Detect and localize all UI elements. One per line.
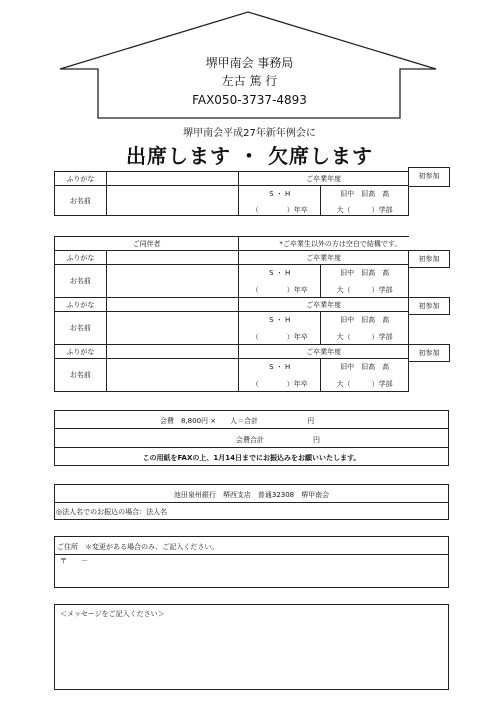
furigana-field[interactable] xyxy=(106,172,239,186)
event-name: 堺甲南会平成27年新年例会に xyxy=(183,128,316,139)
attendance-title: 出席します ・ 欠席します xyxy=(126,144,373,168)
school-options: 旧中 旧高 高 xyxy=(340,269,390,277)
grad-year-label: ご卒業年度 xyxy=(239,251,409,265)
first-time-box[interactable] xyxy=(408,167,450,187)
school-cell[interactable] xyxy=(321,186,409,216)
furigana-label: ふりがな xyxy=(55,298,107,312)
grad-year-label: ご卒業年度 xyxy=(239,172,409,186)
bank-account: 池田泉州銀行 堺西支店 普通32308 堺甲南会 xyxy=(173,491,330,499)
name-label: お名前 xyxy=(55,186,107,216)
era-options: S ・ H xyxy=(269,316,291,324)
fee-total: 会費 8,800円 × 人＝合計 円 xyxy=(160,417,315,425)
grad-year-label: ご卒業年度 xyxy=(239,298,409,312)
fax-notice: この用紙をFAXの上、1月14日までにお振込みをお願いいたします。 xyxy=(142,454,361,462)
year-field: （ ）年卒 xyxy=(251,380,308,388)
era-options: S ・ H xyxy=(269,190,291,198)
year-field: （ ）年卒 xyxy=(251,286,308,294)
school-options: 旧中 旧高 高 xyxy=(340,190,390,198)
name-label: お名前 xyxy=(55,312,107,345)
companions-header: ご同伴者 xyxy=(55,237,239,251)
school-cell[interactable] xyxy=(321,265,409,298)
univ-field: 大（ ）学部 xyxy=(336,286,393,294)
era-options: S ・ H xyxy=(269,269,291,277)
grad-era-cell[interactable] xyxy=(239,359,321,392)
companions-note: *ご卒業生以外の方は空白で結構です。 xyxy=(239,237,409,251)
grad-era-cell[interactable] xyxy=(239,265,321,298)
univ-field: 大（ ）学部 xyxy=(336,333,393,341)
first-time-label: 初参加 xyxy=(418,255,440,263)
grad-era-cell[interactable] xyxy=(239,186,321,216)
fax-number: FAX050-3737-4893 xyxy=(192,93,307,107)
name-field[interactable] xyxy=(106,265,239,298)
grad-era-cell[interactable] xyxy=(239,312,321,345)
name-field[interactable] xyxy=(106,186,239,216)
org-office: 堺甲南会 事務局 xyxy=(205,56,294,70)
attendee-form xyxy=(54,171,409,216)
first-time-box[interactable] xyxy=(408,344,450,362)
name-field[interactable] xyxy=(106,312,239,345)
furigana-field[interactable] xyxy=(106,251,239,265)
furigana-field[interactable] xyxy=(106,298,239,312)
first-time-box[interactable] xyxy=(408,297,450,315)
companions-form xyxy=(54,236,409,392)
univ-field: 大（ ）学部 xyxy=(336,380,393,388)
contact-name: 左古 篤 行 xyxy=(221,74,278,88)
name-label: お名前 xyxy=(55,359,107,392)
year-field: （ ）年卒 xyxy=(251,333,308,341)
first-time-label: 初参加 xyxy=(418,302,440,310)
first-time-box[interactable] xyxy=(408,250,450,268)
school-options: 旧中 旧高 高 xyxy=(340,316,390,324)
corporate-note: ◎法人名でのお振込の場合：法人名 xyxy=(56,508,168,516)
grad-year-label: ご卒業年度 xyxy=(239,345,409,359)
furigana-label: ふりがな xyxy=(55,251,107,265)
first-time-label: 初参加 xyxy=(418,349,440,357)
postal-code: 〒 － xyxy=(60,557,88,565)
name-label: お名前 xyxy=(55,265,107,298)
school-cell[interactable] xyxy=(321,359,409,392)
first-time-label: 初参加 xyxy=(418,172,440,180)
furigana-label: ふりがな xyxy=(55,345,107,359)
era-options: S ・ H xyxy=(269,363,291,371)
year-field: （ ）年卒 xyxy=(251,206,308,214)
furigana-label: ふりがな xyxy=(55,172,107,186)
furigana-field[interactable] xyxy=(106,345,239,359)
fee-sum: 会費合計 円 xyxy=(236,436,320,444)
name-field[interactable] xyxy=(106,359,239,392)
message-label: ＜メッセージをご記入ください＞ xyxy=(60,610,165,618)
school-options: 旧中 旧高 高 xyxy=(340,363,390,371)
address-label: ご住所 ＊変更がある場合のみ、ご記入ください。 xyxy=(57,543,219,551)
univ-field: 大（ ）学部 xyxy=(336,206,393,214)
school-cell[interactable] xyxy=(321,312,409,345)
